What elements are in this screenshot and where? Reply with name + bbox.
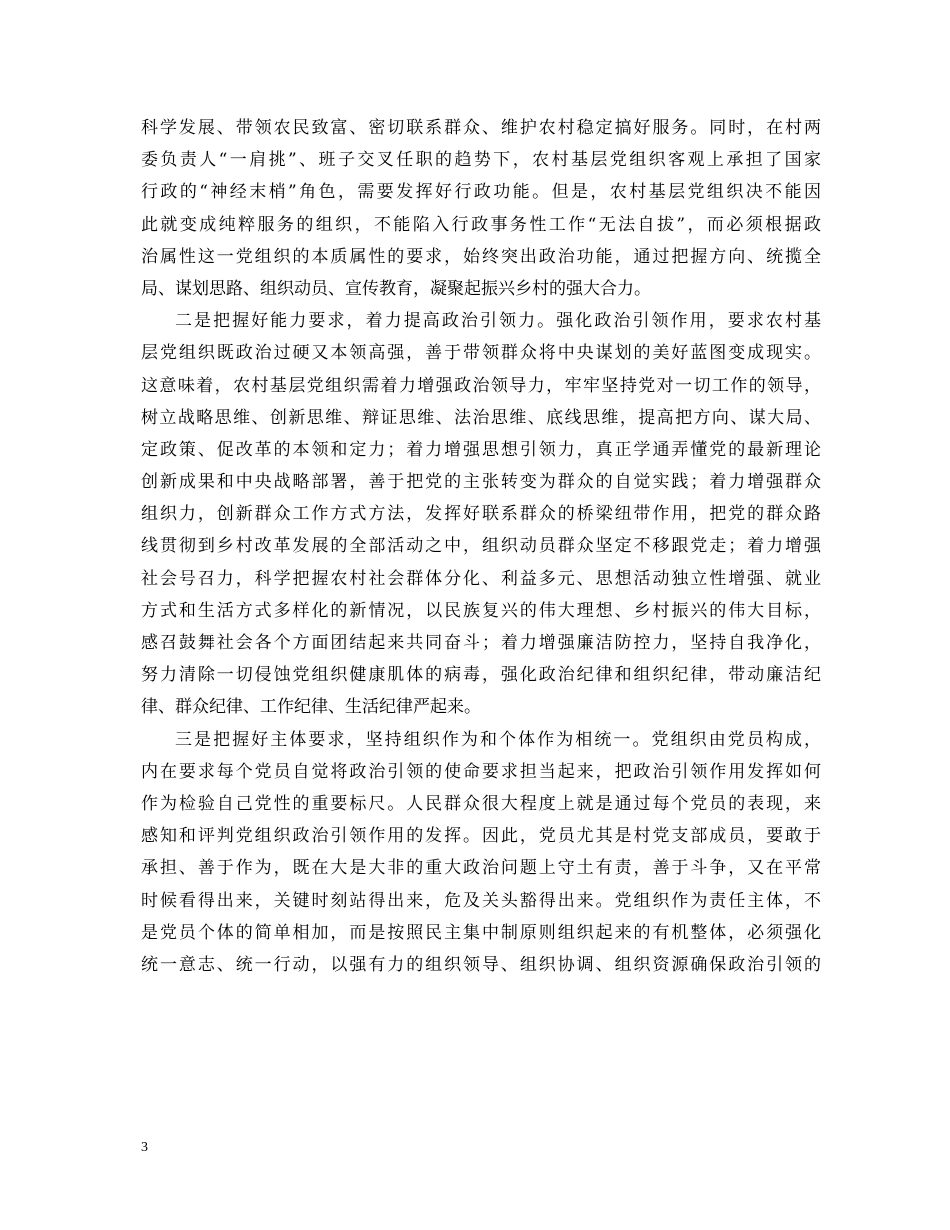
text-line: 局、谋划思路、组织动员、宣传教育，凝聚起振兴乡村的强大合力。 xyxy=(141,278,651,299)
text-line: 此就变成纯粹服务的组织，不能陷入行政事务性工作“无法自拔”，而必须根据政 xyxy=(141,214,821,235)
text-line: 创新成果和中央战略部署，善于把党的主张转变为群众的自觉实践；着力增强群众 xyxy=(141,472,821,493)
text-line: 努力清除一切侵蚀党组织健康肌体的病毒，强化政治纪律和组织纪律，带动廉洁纪 xyxy=(141,665,821,686)
text-line: 统一意志、统一行动，以强有力的组织领导、组织协调、组织资源确保政治引领的 xyxy=(141,954,821,975)
text-line: 二是把握好能力要求，着力提高政治引领力。强化政治引领作用，要求农村基 xyxy=(175,311,821,332)
text-line: 定政策、促改革的本领和定力；着力增强思想引领力，真正学通弄懂党的最新理论 xyxy=(141,439,821,460)
text-line: 内在要求每个党员自觉将政治引领的使命要求担当起来，把政治引领作用发挥如何 xyxy=(141,761,821,782)
text-line: 这意味着，农村基层党组织需着力增强政治领导力，牢牢坚持党对一切工作的领导， xyxy=(141,375,821,396)
text-line: 时候看得出来，关键时刻站得出来，危及关头豁得出来。党组织作为责任主体，不 xyxy=(141,890,821,911)
text-line: 方式和生活方式多样化的新情况，以民族复兴的伟大理想、乡村振兴的伟大目标， xyxy=(141,600,821,621)
text-line: 感知和评判党组织政治引领作用的发挥。因此，党员尤其是村党支部成员，要敢于 xyxy=(141,826,821,847)
text-line: 行政的“神经末梢”角色，需要发挥好行政功能。但是，农村基层党组织决不能因 xyxy=(141,182,821,203)
paragraph xyxy=(141,305,821,723)
page-number: 3 xyxy=(141,1140,148,1155)
paragraph xyxy=(141,724,821,982)
text-line: 律、群众纪律、工作纪律、生活纪律严起来。 xyxy=(141,697,481,718)
document-body xyxy=(141,112,821,981)
text-line: 治属性这一党组织的本质属性的要求，始终突出政治功能，通过把握方向、统揽全 xyxy=(141,246,821,267)
text-line: 作为检验自己党性的重要标尺。人民群众很大程度上就是通过每个党员的表现，来 xyxy=(141,793,821,814)
text-line: 承担、善于作为，既在大是大非的重大政治问题上守土有责，善于斗争，又在平常 xyxy=(141,858,821,879)
text-line: 科学发展、带领农民致富、密切联系群众、维护农村稳定搞好服务。同时，在村两 xyxy=(141,118,821,138)
paragraph xyxy=(141,112,821,305)
text-line: 是党员个体的简单相加，而是按照民主集中制原则组织起来的有机整体，必须强化 xyxy=(141,922,821,943)
text-line: 组织力，创新群众工作方式方法，发挥好联系群众的桥梁纽带作用，把党的群众路 xyxy=(141,504,821,525)
text-line: 层党组织既政治过硬又本领高强，善于带领群众将中央谋划的美好蓝图变成现实。 xyxy=(141,343,821,364)
text-line: 感召鼓舞社会各个方面团结起来共同奋斗；着力增强廉洁防控力，坚持自我净化， xyxy=(141,633,821,653)
text-line: 线贯彻到乡村改革发展的全部活动之中，组织动员群众坚定不移跟党走；着力增强 xyxy=(141,536,821,557)
text-line: 树立战略思维、创新思维、辩证思维、法治思维、底线思维，提高把方向、谋大局、 xyxy=(141,407,821,428)
text-line: 三是把握好主体要求，坚持组织作为和个体作为相统一。党组织由党员构成， xyxy=(175,729,821,750)
text-line: 社会号召力，科学把握农村社会群体分化、利益多元、思想活动独立性增强、就业 xyxy=(141,568,821,589)
text-line: 委负责人“一肩挑”、班子交叉任职的趋势下，农村基层党组织客观上承担了国家 xyxy=(141,150,821,171)
